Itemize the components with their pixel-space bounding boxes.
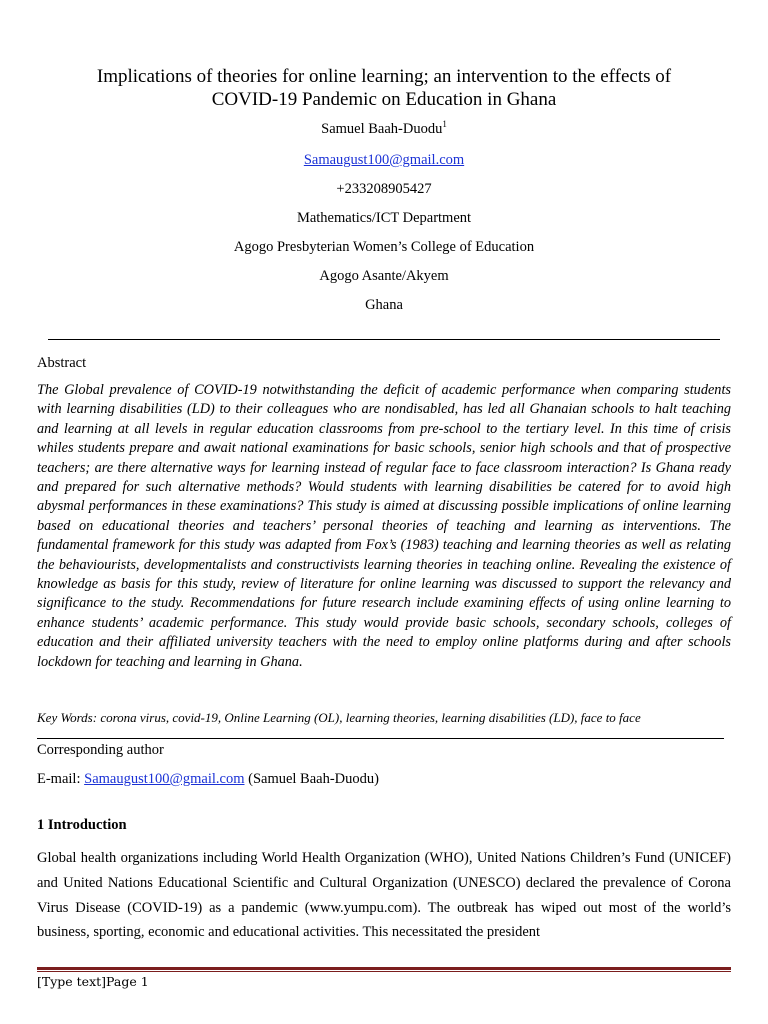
author-college: Agogo Presbyterian Women’s College of Education xyxy=(233,239,535,255)
introduction-text: Global health organizations including World Health Organization (WHO), United Nations Children’s Fund (UNICEF) and United Nations Educational Scientific and Cultural Organization (UNESCO) declared the prevalence of Corona Virus Disease (COVID-19) as a pandemic (www.yumpu.com). The outbreak has wiped out most of the world’s business, sporting, economic and educational activities. This necessitated the president xyxy=(37,850,731,941)
header-divider xyxy=(48,339,720,340)
footer-divider-thick xyxy=(37,967,731,970)
keywords-line xyxy=(37,710,731,726)
footer-divider-thin xyxy=(37,971,731,972)
keywords-label: Key Words xyxy=(37,710,93,725)
author-name: Samuel Baah-Duodu xyxy=(321,121,443,137)
corresponding-email-line xyxy=(37,770,731,788)
abstract-text: The Global prevalence of COVID-19 notwithstanding the deficit of academic performance when comparing students with learning disabilities (LD) to their colleagues who are nondisabled, has led all Ghanaian schools to halt teaching and learning at all levels in regular education classrooms from pre-school to the tertiary level. In this time of crisis whiles students prepare and await national examinations for basic schools, senior high schools and that of prospective teachers; are there alternative ways for learning instead of regular face to face classroom interaction? Is Ghana ready and prepared for such alternative methods? Would students with learning disabilities be catered for to avoid high abysmal performances in these examinations? This study is aimed at discussing possible implications of online learning based on educational theories and teachers’ personal theories of teaching and learning as interventions. The fundamental framework for this study was adapted from Fox’s (1983) teaching and learning theories as well as relating the behaviourists, developmentalists and constructivists learning theories in teaching online. Revealing the existence of knowledge as basis for this study, review of literature for online learning was discussed to support the relevancy and significance to the study. Recommendations for future research include examining effects of using online learning to enhance students’ academic performance. This study would provide basic schools, secondary schools, colleges of education and their affiliated university teachers with the need to employ online platforms during and after schools lockdown for teaching and learning in Ghana. xyxy=(37,382,731,670)
keywords-divider xyxy=(37,738,724,739)
paper-title xyxy=(40,65,728,111)
author-town: Agogo Asante/Akyem xyxy=(319,268,449,284)
corresponding-email-link[interactable]: Samaugust100@gmail.com xyxy=(84,771,245,787)
title-line-2: COVID-19 Pandemic on Education in Ghana xyxy=(211,89,557,110)
corresponding-name: (Samuel Baah-Duodu) xyxy=(244,771,379,787)
author-email-link[interactable]: Samaugust100@gmail.com xyxy=(303,152,465,168)
author-affiliation-mark: 1 xyxy=(442,119,447,130)
corresponding-author-label: Corresponding author xyxy=(37,742,164,758)
author-country: Ghana xyxy=(365,297,403,313)
email-label: E-mail: xyxy=(37,771,85,787)
author-department: Mathematics/ICT Department xyxy=(296,210,472,226)
page-footer: [Type text]Page 1 xyxy=(37,974,149,989)
author-phone: +233208905427 xyxy=(336,181,432,197)
title-line-1: Implications of theories for online learning; an intervention to the effects of xyxy=(96,66,672,87)
abstract-heading: Abstract xyxy=(37,355,87,371)
author-line xyxy=(40,120,728,138)
author-email-line xyxy=(40,151,728,169)
introduction-heading: 1 Introduction xyxy=(37,817,127,833)
keywords-text: : corona virus, covid-19, Online Learning (OL), learning theories, learning disabilities (LD), face to face xyxy=(92,710,641,725)
